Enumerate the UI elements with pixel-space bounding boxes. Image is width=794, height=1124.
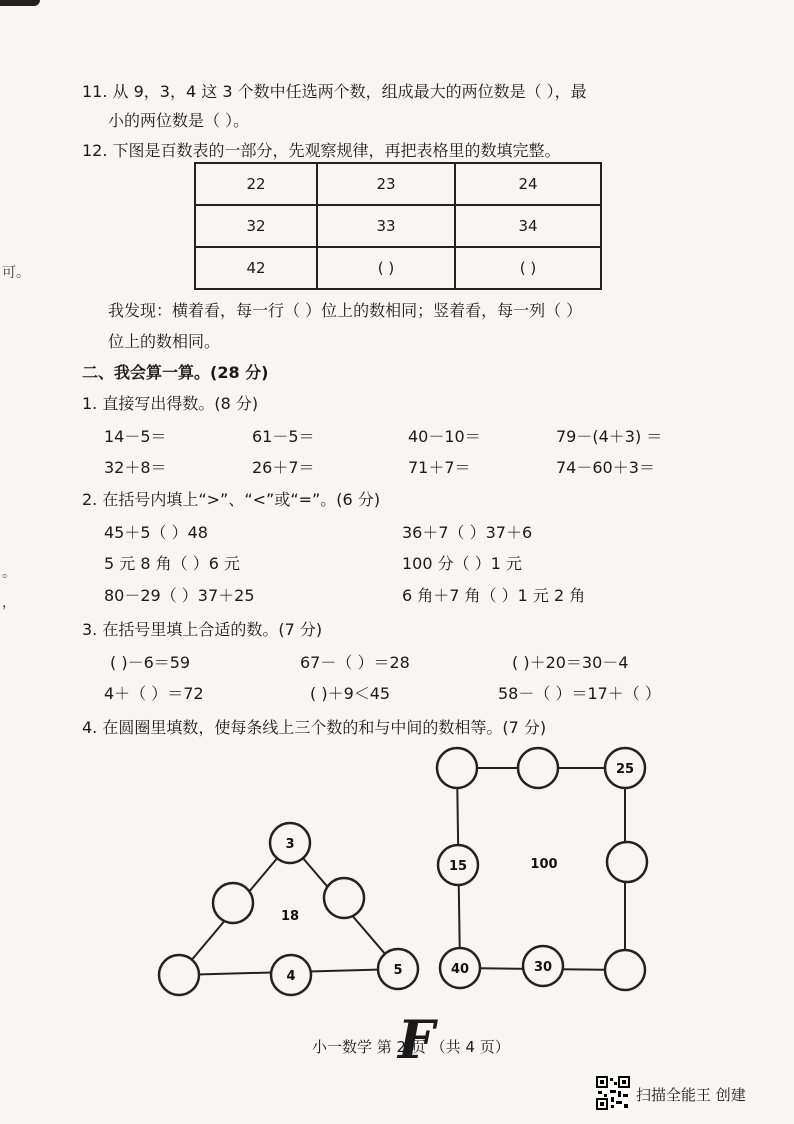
table-cell: 42 — [195, 247, 317, 289]
calc-item: 61－5＝ — [252, 427, 315, 446]
table-cell: 22 — [195, 163, 317, 205]
fill-item: 58－（ ）＝17＋（ ） — [498, 684, 661, 703]
triangle-top-value: 3 — [285, 837, 295, 852]
question-12-find-line1: 我发现：横着看，每一行（ ）位上的数相同；竖着看，每一列（ ） — [108, 301, 583, 320]
question-12-find-line2: 位上的数相同。 — [108, 332, 221, 351]
compare-item: 5 元 8 角（ ）6 元 — [104, 554, 240, 573]
compare-item: 100 分（ ）1 元 — [402, 554, 522, 573]
fill-item: 67－（ ）＝28 — [300, 653, 410, 672]
square-bottom-right-blank-circle[interactable] — [605, 950, 645, 990]
square-top-mid-blank-circle[interactable] — [518, 748, 558, 788]
fill-item: ( )＋20＝30－4 — [512, 653, 629, 672]
fill-item: ( )－6＝59 — [110, 653, 191, 672]
margin-text: 可。 — [2, 265, 30, 281]
table-cell: 34 — [455, 205, 601, 247]
table-cell: 32 — [195, 205, 317, 247]
calc-item: 71＋7＝ — [408, 458, 471, 477]
square-top-left-blank-circle[interactable] — [437, 748, 477, 788]
triangle-bottom-mid-value: 4 — [286, 969, 296, 984]
question-12-title: 12. 下图是百数表的一部分，先观察规律，再把表格里的数填完整。 — [82, 141, 561, 160]
table-cell: 23 — [317, 163, 455, 205]
part-4-title: 4. 在圆圈里填数，使每条线上三个数的和与中间的数相等。(7 分) — [82, 718, 547, 737]
part-3-title: 3. 在括号里填上合适的数。(7 分) — [82, 620, 323, 639]
answer-blank-cell[interactable]: ( ) — [317, 247, 455, 289]
calc-item: 79－(4＋3) ＝ — [556, 427, 663, 446]
fill-item: 4＋（ ）＝72 — [104, 684, 204, 703]
square-right-mid-blank-circle[interactable] — [607, 842, 647, 882]
calc-item: 32＋8＝ — [104, 458, 167, 477]
margin-text: 。 — [2, 565, 16, 581]
triangle-center-value: 18 — [280, 909, 300, 924]
part-2-title: 2. 在括号内填上“>”、“<”或“=”。(6 分) — [82, 490, 381, 509]
square-top-right-value: 25 — [615, 762, 635, 777]
qr-code-icon — [596, 1076, 630, 1110]
section-2-title: 二、我会算一算。(28 分) — [82, 363, 269, 382]
square-left-mid-value: 15 — [448, 859, 468, 874]
calc-item: 40－10＝ — [408, 427, 481, 446]
compare-item: 36＋7（ ）37＋6 — [402, 523, 533, 542]
triangle-bottom-right-value: 5 — [393, 963, 403, 978]
answer-blank-cell[interactable]: ( ) — [455, 247, 601, 289]
square-bottom-mid-value: 30 — [533, 960, 553, 975]
triangle-right-blank-circle[interactable] — [324, 878, 364, 918]
table-cell: 24 — [455, 163, 601, 205]
fill-item: ( )＋9＜45 — [310, 684, 391, 703]
margin-text: ， — [2, 595, 16, 611]
question-11-line2: 小的两位数是（ ）。 — [108, 111, 250, 130]
table-cell: 33 — [317, 205, 455, 247]
scanner-watermark: 扫描全能王 创建 — [636, 1086, 746, 1104]
question-11-line1: 11. 从 9，3，4 这 3 个数中任选两个数，组成最大的两位数是（ ），最 — [82, 82, 587, 101]
triangle-bottom-left-blank-circle[interactable] — [159, 955, 199, 995]
stamp-letter: F — [398, 1010, 435, 1071]
compare-item: 6 角＋7 角（ ）1 元 2 角 — [402, 586, 586, 605]
square-bottom-left-value: 40 — [450, 962, 470, 977]
page-footer: 小一数学 第 2 页 （共 4 页） — [312, 1038, 510, 1056]
calc-item: 14－5＝ — [104, 427, 167, 446]
part-1-title: 1. 直接写出得数。(8 分) — [82, 394, 259, 413]
triangle-left-blank-circle[interactable] — [213, 883, 253, 923]
compare-item: 45＋5（ ）48 — [104, 523, 208, 542]
compare-item: 80－29（ ）37＋25 — [104, 586, 255, 605]
square-center-value: 100 — [530, 857, 558, 872]
calc-item: 74－60＋3＝ — [556, 458, 655, 477]
calc-item: 26＋7＝ — [252, 458, 315, 477]
